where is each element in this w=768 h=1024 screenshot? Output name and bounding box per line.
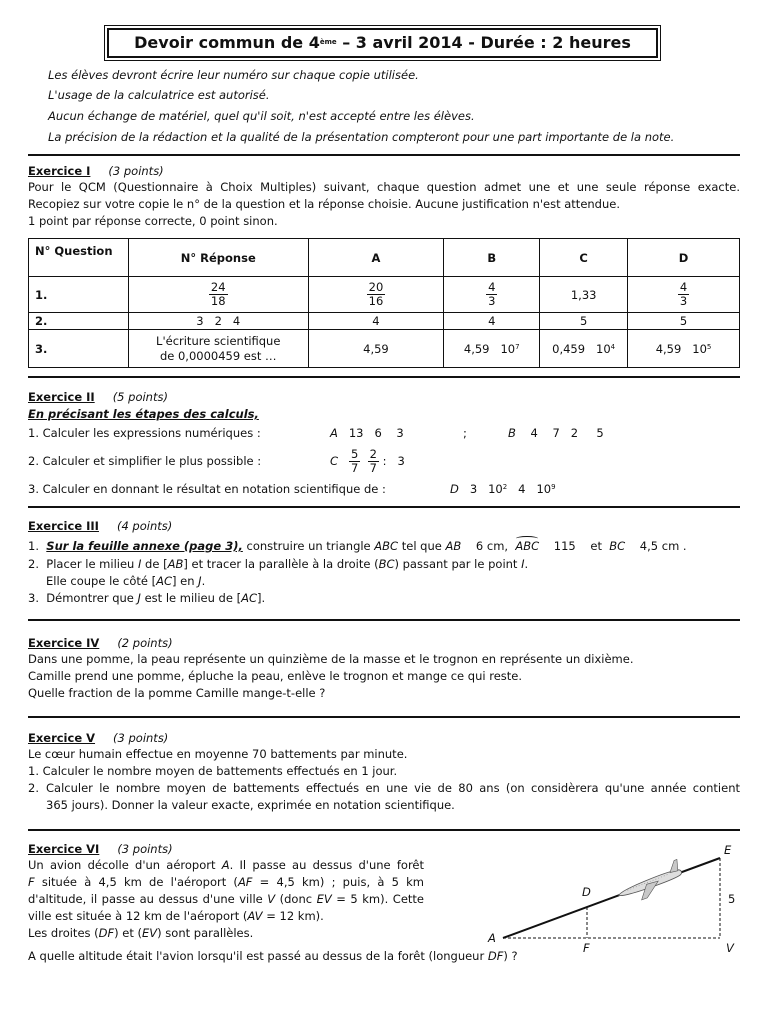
expression-b: B 4 7 2 5 (508, 426, 604, 440)
fraction: $\frac{4}{3}$ (488, 280, 496, 308)
expression-d: D 3 $10^2$ 4 $10^9$ (450, 482, 556, 496)
question-number: 2. (29, 313, 129, 330)
expression-a: A 13 6 3 (330, 426, 404, 440)
header-d: D (628, 239, 740, 277)
ex5-q2-number: 2. (28, 781, 39, 795)
ex1-line: Recopiez sur votre copie le n° de la question et la réponse choisie. Aucune justification n'est attendue. (28, 197, 621, 211)
ex4-line: Dans une pomme, la peau représente un quinzième de la masse et le trognon en représente un dixième. (28, 652, 634, 666)
header-c: C (540, 239, 628, 277)
ex6-line: d'altitude, il passe au dessus d'une ville V (donc EV = 5 km). Cette (28, 892, 424, 906)
qcm-table (28, 238, 740, 368)
label-f: F (583, 941, 590, 955)
answer-b: 4 (444, 313, 540, 330)
fraction: $\frac{4}{3}$ (679, 280, 688, 308)
ex1-line: Pour le QCM (Questionnaire à Choix Multiples) suivant, chaque question admet une et une seule réponse exacte. (28, 180, 740, 194)
intro-line: La précision de la rédaction et la qualité de la présentation compteront pour une part importante de la note. (48, 130, 675, 144)
expression-c: C $\frac{5}{7}$ $\frac{2}{7}$ : 3 (330, 447, 405, 475)
label-height: 5 (728, 892, 736, 906)
header-reponse: N° Réponse (128, 239, 308, 277)
ex2-subtitle: En précisant les étapes des calculs, (28, 407, 259, 421)
fraction-cell (128, 277, 308, 313)
separator: ; (463, 426, 467, 440)
fraction: $\frac{20}{16}$ (368, 280, 384, 308)
divider (28, 716, 740, 718)
page-title: Devoir commun de 4ème – 3 avril 2014 - Durée : 2 heures (107, 28, 658, 58)
divider (28, 154, 740, 156)
airplane-icon (614, 859, 686, 906)
ex6-question: A quelle altitude était l'avion lorsqu'il est passé au dessus de la forêt (longueur DF) ? (28, 949, 518, 963)
answer-a (308, 277, 444, 313)
answer-a: 4 (308, 313, 444, 330)
ex3-q1: 1. Sur la feuille annexe (page 3), construire un triangle ABC tel que AB 6 cm, ABC 115 et BC 4,5 cm . (28, 539, 687, 553)
answer-d (628, 277, 740, 313)
answer-d: 5 (628, 313, 740, 330)
expression-cell: 3 2 4 (128, 313, 308, 330)
answer-c: 1,33 (540, 277, 628, 313)
ex5-q2-cont: 365 jours). Donner la valeur exacte, exprimée en notation scientifique. (46, 798, 455, 812)
ex4-line: Camille prend une pomme, épluche la peau, enlève le trognon et mange ce qui reste. (28, 669, 523, 683)
ex6-line: ville est située à 12 km de l'aéroport (AV = 12 km). (28, 909, 324, 923)
ex6-line: Un avion décolle d'un aéroport A. Il passe au dessus d'une forêt (28, 858, 424, 872)
ex6-line: Les droites (DF) et (EV) sont parallèles. (28, 926, 254, 940)
ex1-line: 1 point par réponse correcte, 0 point sinon. (28, 214, 278, 228)
ex5-line: Le cœur humain effectue en moyenne 70 battements par minute. (28, 747, 408, 761)
label-e: E (724, 843, 732, 857)
ex3-q2-cont: Elle coupe le côté [AC] en J. (46, 574, 206, 588)
header-b: B (444, 239, 540, 277)
exercise-1-heading: Exercice I (3 points) (28, 164, 164, 178)
divider (28, 506, 740, 508)
answer-c: 0,459 $10^4$ (540, 330, 628, 368)
label-d: D (582, 885, 591, 899)
ex2-q1: 1. Calculer les expressions numériques : (28, 426, 261, 440)
divider (28, 376, 740, 378)
header-a: A (308, 239, 444, 277)
label-a: A (488, 931, 496, 945)
answer-b: 4,59 $10^7$ (444, 330, 540, 368)
ex2-q3: 3. Calculer en donnant le résultat en notation scientifique de : (28, 482, 386, 496)
table-row (29, 313, 740, 330)
fraction: $\frac{24}{18}$ (210, 280, 226, 308)
ex2-q2: 2. Calculer et simplifier le plus possible : (28, 454, 262, 468)
ex5-q2: Calculer le nombre moyen de battements effectués en une vie de 80 ans (on considèrera qu'une année contient (46, 781, 740, 795)
question-number: 3. (29, 330, 129, 368)
ex3-q2: 2. Placer le milieu I de [AB] et tracer la parallèle à la droite (BC) passant par le point I. (28, 557, 529, 571)
table-row (29, 330, 740, 368)
exercise-4-heading: Exercice IV (2 points) (28, 636, 173, 650)
answer-b (444, 277, 540, 313)
exercise-5-heading: Exercice V (3 points) (28, 731, 169, 745)
ex6-line: F située à 4,5 km de l'aéroport (AF = 4,5 km) ; puis, à 5 km (28, 875, 424, 889)
intro-line: Aucun échange de matériel, quel qu'il soit, n'est accepté entre les élèves. (48, 109, 475, 123)
table-header-row (29, 239, 740, 277)
header-question: N° Question (29, 239, 129, 277)
flight-path-line (503, 858, 720, 938)
question-number: 1. (29, 277, 129, 313)
ex5-q1: 1. Calculer le nombre moyen de battements effectués en 1 jour. (28, 764, 398, 778)
label-v: V (726, 941, 734, 955)
exercise-6-heading: Exercice VI (3 points) (28, 842, 173, 856)
airplane-figure (480, 838, 750, 956)
expression-cell: L'écriture scientifique de 0,0000459 est … (128, 330, 308, 368)
intro-line: Les élèves devront écrire leur numéro sur chaque copie utilisée. (48, 68, 419, 82)
divider (28, 619, 740, 621)
answer-a: 4,59 (308, 330, 444, 368)
table-row (29, 277, 740, 313)
exercise-2-heading: Exercice II (5 points) (28, 390, 168, 404)
ex4-line: Quelle fraction de la pomme Camille mange-t-elle ? (28, 686, 326, 700)
divider (28, 829, 740, 831)
exercise-3-heading: Exercice III (4 points) (28, 519, 173, 533)
answer-d: 4,59 $10^5$ (628, 330, 740, 368)
ex3-q3: 3. Démontrer que J est le milieu de [AC]. (28, 591, 266, 605)
intro-line: L'usage de la calculatrice est autorisé. (48, 88, 270, 102)
answer-c: 5 (540, 313, 628, 330)
